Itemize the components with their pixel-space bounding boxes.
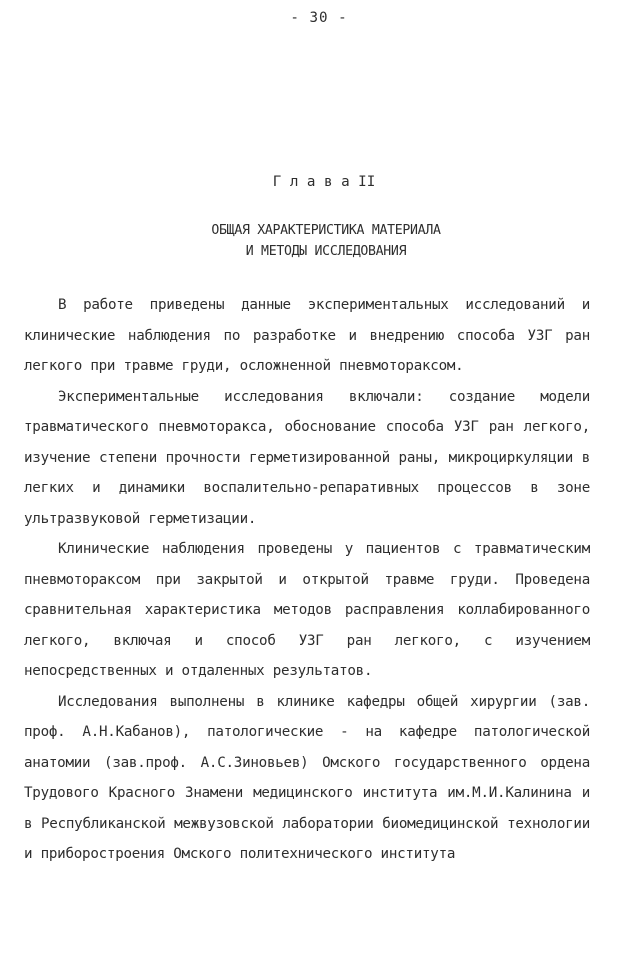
paragraph: Исследования выполнены в клинике кафедры общей хирургии (зав. проф. А.Н.Кабанов), патологические - на кафедре патологической анатомии (зав.проф. А.С.Зиновьев) Омского государственного ордена Трудового Красного Знамени медицинского института им.М.И.Калинина и в Республиканской межвузовской лаборатории биомедицинской технологии и приборостроения Омского политехнического института (24, 693, 590, 862)
paragraph: В работе приведены данные экспериментальных исследований и клинические наблюдения по разработке и внедрению способа УЗГ ран легкого при травме груди, осложненной пневмотораксом. (24, 297, 590, 374)
body-text (24, 290, 590, 870)
paragraph: Экспериментальные исследования включали: создание модели травматического пневмоторакса, обоснование способа УЗГ ран легкого, изучение степени прочности герметизированной раны, микроциркуляции в легких и динамики воспалительно-репаративных процессов в зоне ультразвуковой герметизации. (24, 388, 590, 527)
chapter-title (0, 220, 638, 262)
page-number: - 30 - (290, 10, 348, 26)
paragraph: Клинические наблюдения проведены у пациентов с травматическим пневмотораксом при закрытой и открытой травме груди. Проведена сравнительная характеристика методов расправления коллабированного легкого, включая и способ УЗГ ран легкого, с изучением непосредственных и отдаленных результатов. (24, 541, 590, 679)
chapter-label: Г л а в а II (272, 174, 376, 190)
chapter-title-line: ОБЩАЯ ХАРАКТЕРИСТИКА МАТЕРИАЛА (211, 223, 441, 238)
chapter-title-line: И МЕТОДЫ ИССЛЕДОВАНИЯ (245, 244, 407, 259)
